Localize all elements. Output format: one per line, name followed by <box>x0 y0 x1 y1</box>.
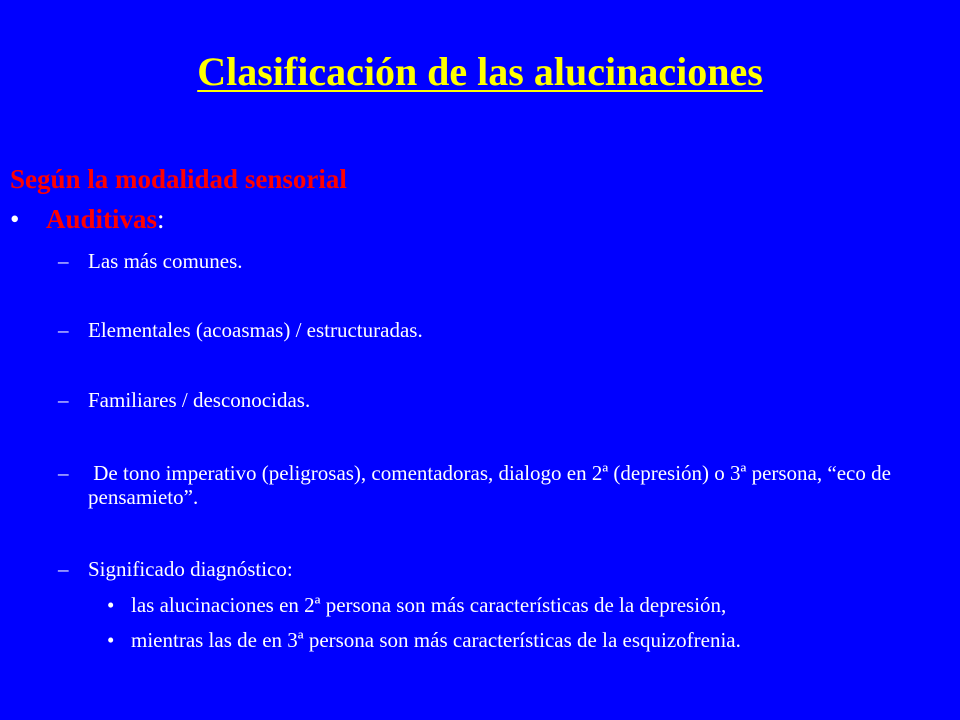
bullet-auditivas <box>10 203 165 235</box>
list-item-text: Elementales (acoasmas) / estructuradas. <box>88 318 423 342</box>
list-item-1 <box>58 249 938 273</box>
dash-marker: – <box>58 461 69 485</box>
sub-list-item-text: las alucinaciones en 2ª persona son más características de la depresión, <box>131 593 727 617</box>
list-item-4 <box>58 461 938 509</box>
dash-marker: – <box>58 388 69 412</box>
slide-title: Clasificación de las alucinaciones <box>197 49 763 94</box>
dash-marker: – <box>58 318 69 342</box>
dash-marker: – <box>58 249 69 273</box>
sub-list-item-2 <box>107 628 937 652</box>
bullet-colon: : <box>157 204 165 234</box>
bullet-marker: • <box>10 204 20 234</box>
list-item-text: Familiares / desconocidas. <box>88 388 311 412</box>
dash-marker: – <box>58 557 69 581</box>
sub-list-item-text: mientras las de en 3ª persona son más características de la esquizofrenia. <box>131 628 741 652</box>
bullet-keyword: Auditivas <box>46 204 158 234</box>
list-item-3 <box>58 388 938 412</box>
section-heading: Según la modalidad sensorial <box>10 164 347 194</box>
list-item-2 <box>58 318 938 342</box>
list-item-text: Las más comunes. <box>88 249 243 273</box>
sub-list-item-1 <box>107 593 937 617</box>
list-item-5 <box>58 557 938 581</box>
sub-bullet-marker: • <box>107 593 115 617</box>
list-item-text: De tono imperativo (peligrosas), comentadoras, dialogo en 2ª (depresión) o 3ª persona, “eco de pensamieto”. <box>88 461 897 509</box>
sub-bullet-marker: • <box>107 628 115 652</box>
list-item-text: Significado diagnóstico: <box>88 557 293 581</box>
